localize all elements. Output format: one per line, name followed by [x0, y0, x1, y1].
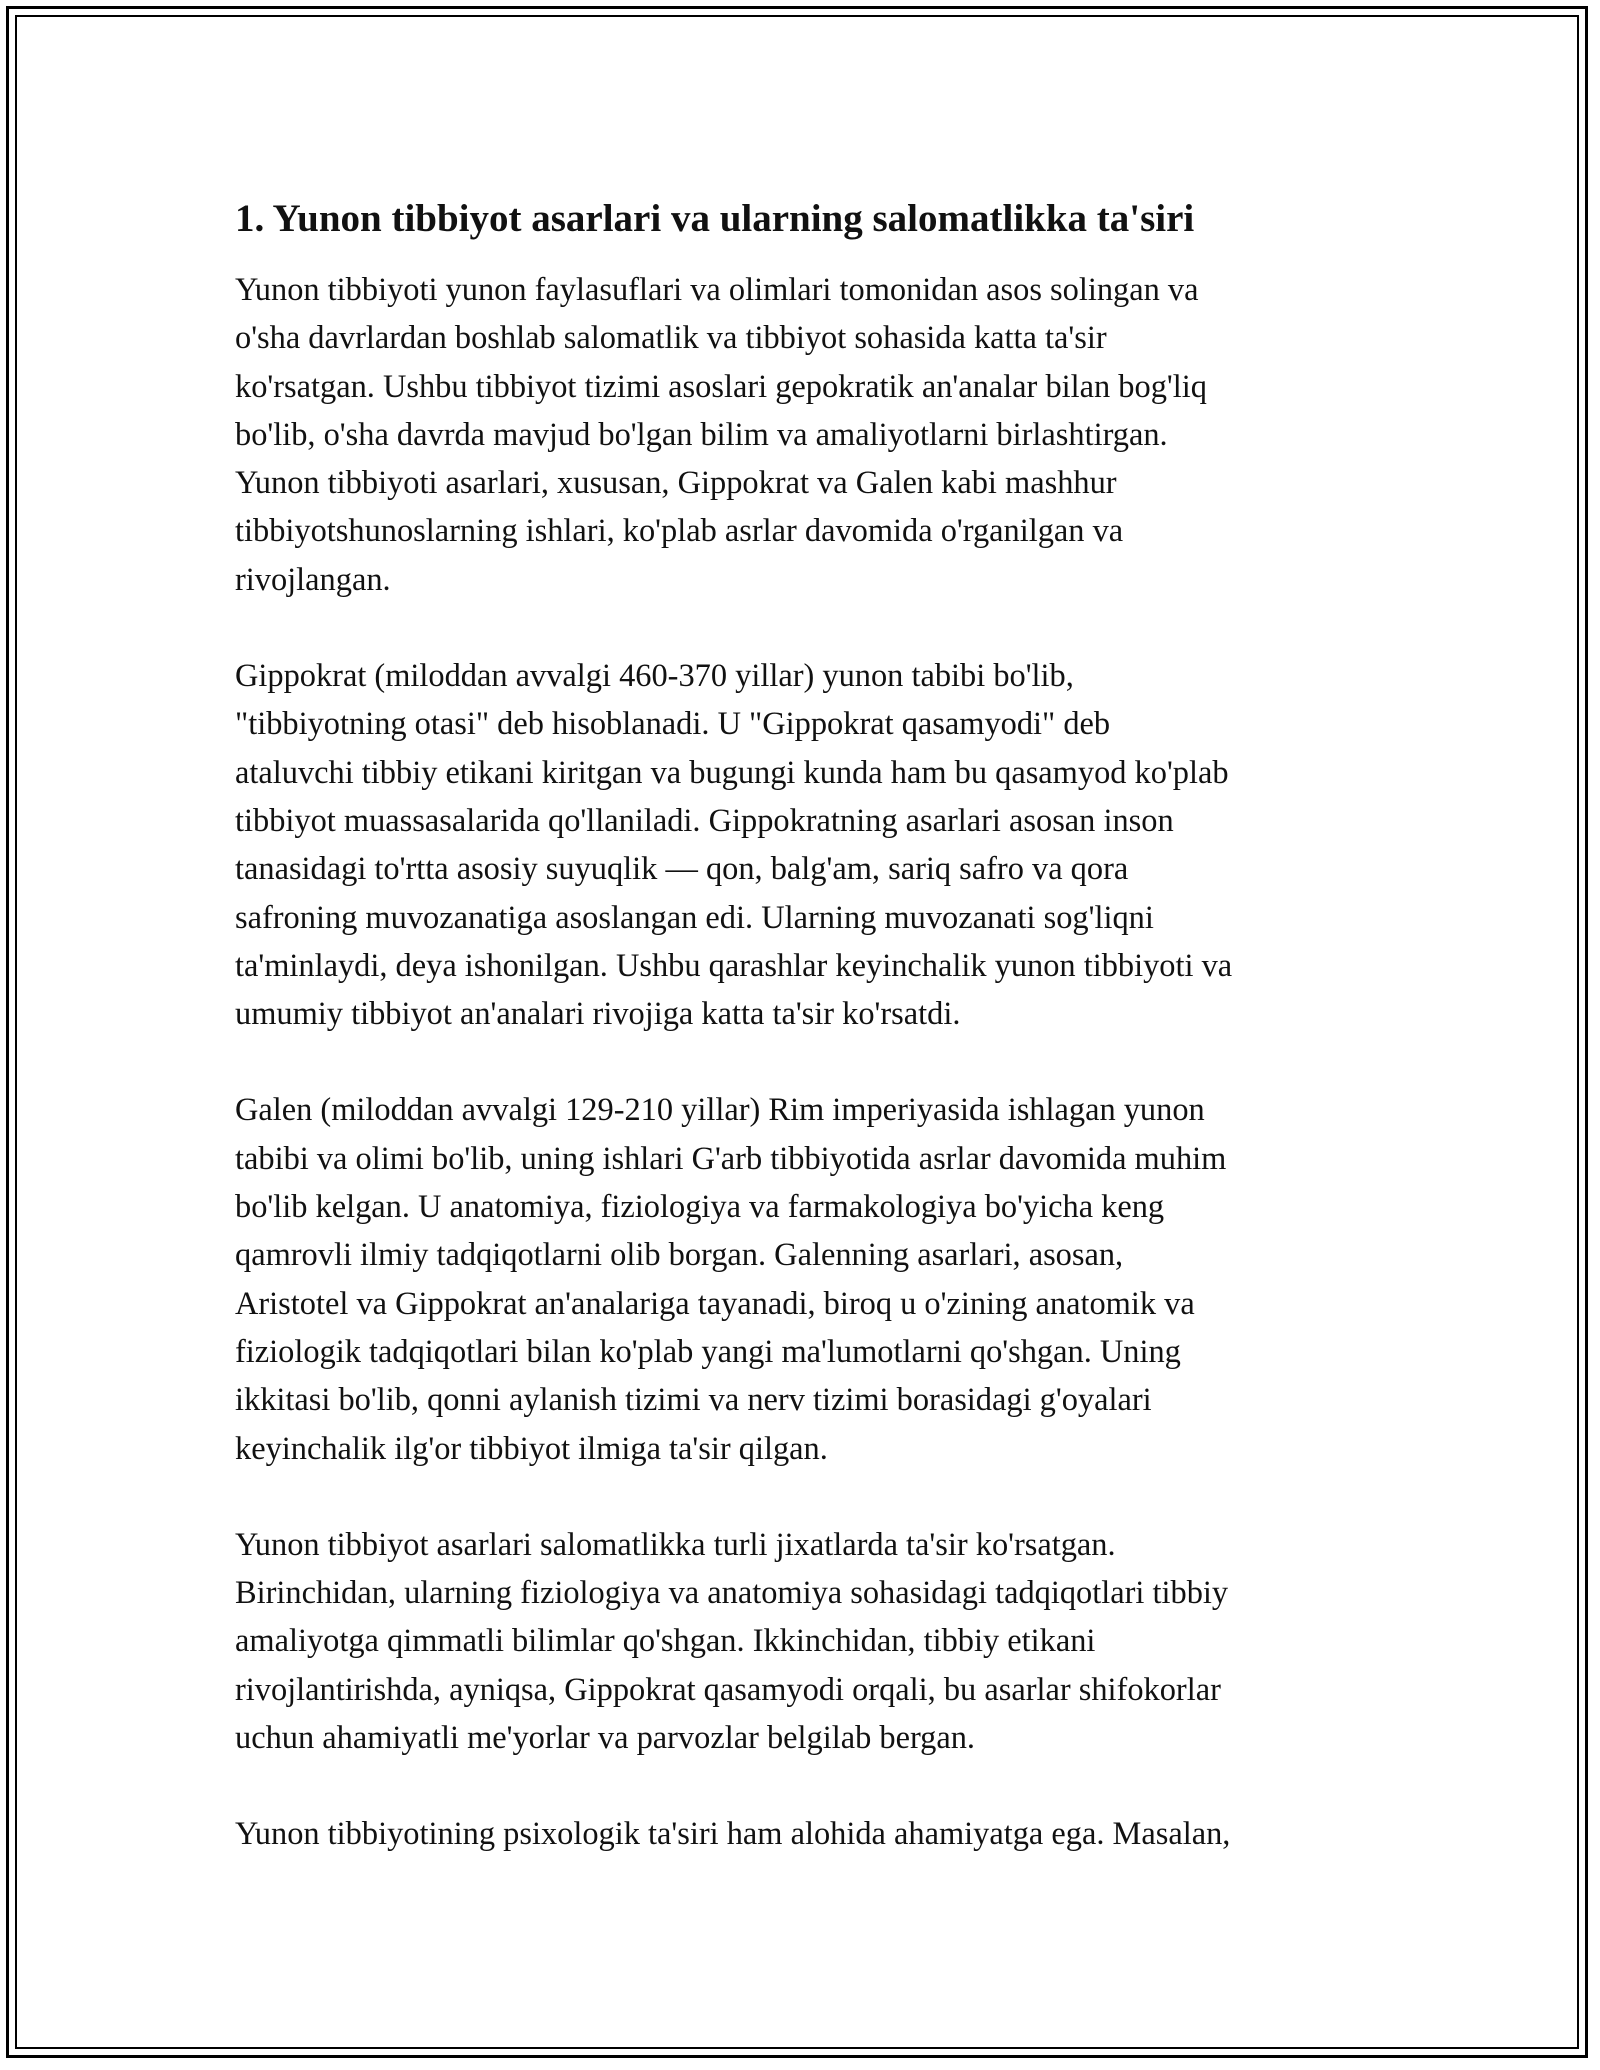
paragraph-hippocrates	[235, 652, 1385, 1038]
text-line: safroning muvozanatiga asoslangan edi. Ularning muvozanati sog'liqni	[235, 899, 1154, 936]
text-line: tibbiyot muassasalarida qo'llaniladi. Gippokratning asarlari asosan inson	[235, 802, 1174, 839]
text-line: "tibbiyotning otasi" deb hisoblanadi. U "Gippokrat qasamyodi" deb	[235, 706, 1111, 743]
text-line: rivojlantirishda, ayniqsa, Gippokrat qasamyodi orqali, bu asarlar shifokorlar	[235, 1671, 1221, 1708]
text-line: Yunon tibbiyoti yunon faylasuflari va olimlari tomonidan asos solingan va	[235, 272, 1199, 308]
document-body	[235, 194, 1385, 1907]
text-line: Yunon tibbiyoti asarlari, xususan, Gippokrat va Galen kabi mashhur	[235, 465, 1117, 502]
text-line: Birinchidan, ularning fiziologiya va anatomiya sohasidagi tadqiqotlari tibbiy	[235, 1575, 1229, 1612]
paragraph-psychological	[235, 1810, 1385, 1858]
text-line: keyinchalik ilg'or tibbiyot ilmiga ta'sir qilgan.	[235, 1430, 828, 1467]
text-line: fiziologik tadqiqotlari bilan ko'plab yangi ma'lumotlarni qo'shgan. Uning	[235, 1333, 1181, 1370]
text-line: Yunon tibbiyot asarlari salomatlikka turli jixatlarda ta'sir ko'rsatgan.	[235, 1526, 1116, 1563]
text-line: tibbiyotshunoslarning ishlari, ko'plab asrlar davomida o'rganilgan va	[235, 513, 1124, 550]
text-line: tabibi va olimi bo'lib, uning ishlari G'arb tibbiyotida asrlar davomida muhim	[235, 1140, 1227, 1177]
section-heading: 1. Yunon tibbiyot asarlari va ularning salomatlikka ta'siri	[235, 197, 1195, 240]
text-line: umumiy tibbiyot an'analari rivojiga katta ta'sir ko'rsatdi.	[235, 996, 961, 1033]
text-line: Gippokrat (miloddan avvalgi 460-370 yillar) yunon tabibi bo'lib,	[235, 658, 1074, 695]
text-line: ikkitasi bo'lib, qonni aylanish tizimi va nerv tizimi borasidagi g'oyalari	[235, 1382, 1152, 1419]
text-line: bo'lib, o'sha davrda mavjud bo'lgan bilim va amaliyotlarni birlashtirgan.	[235, 416, 1168, 453]
text-line: amaliyotga qimmatli bilimlar qo'shgan. Ikkinchidan, tibbiy etikani	[235, 1623, 1096, 1660]
text-line: Yunon tibbiyotining psixologik ta'siri ham alohida ahamiyatga ega. Masalan,	[235, 1816, 1231, 1853]
text-line: Aristotel va Gippokrat an'analariga tayanadi, biroq u o'zining anatomik va	[235, 1285, 1195, 1322]
text-line: ta'minlaydi, deya ishonilgan. Ushbu qarashlar keyinchalik yunon tibbiyoti va	[235, 947, 1233, 984]
text-line: o'sha davrlardan boshlab salomatlik va tibbiyot sohasida katta ta'sir	[235, 320, 1107, 357]
text-line: uchun ahamiyatli me'yorlar va parvozlar belgilab bergan.	[235, 1720, 976, 1757]
text-line: ko'rsatgan. Ushbu tibbiyot tizimi asoslari gepokratik an'analar bilan bog'liq	[235, 368, 1207, 405]
paragraph-intro	[235, 266, 1385, 604]
page-frame	[6, 6, 1588, 2058]
paragraph-health-impact	[235, 1521, 1385, 1762]
text-line: bo'lib kelgan. U anatomiya, fiziologiya va farmakologiya bo'yicha keng	[235, 1189, 1165, 1226]
text-line: qamrovli ilmiy tadqiqotlarni olib borgan. Galenning asarlari, asosan,	[235, 1237, 1124, 1274]
paragraph-galen	[235, 1086, 1385, 1472]
text-line: ataluvchi tibbiy etikani kiritgan va bugungi kunda ham bu qasamyod ko'plab	[235, 754, 1229, 791]
text-line: Galen (miloddan avvalgi 129-210 yillar) Rim imperiyasida ishlagan yunon	[235, 1092, 1205, 1129]
text-line: rivojlangan.	[235, 561, 391, 598]
text-line: tanasidagi to'rtta asosiy suyuqlik — qon, balg'am, sariq safro va qora	[235, 851, 1129, 888]
